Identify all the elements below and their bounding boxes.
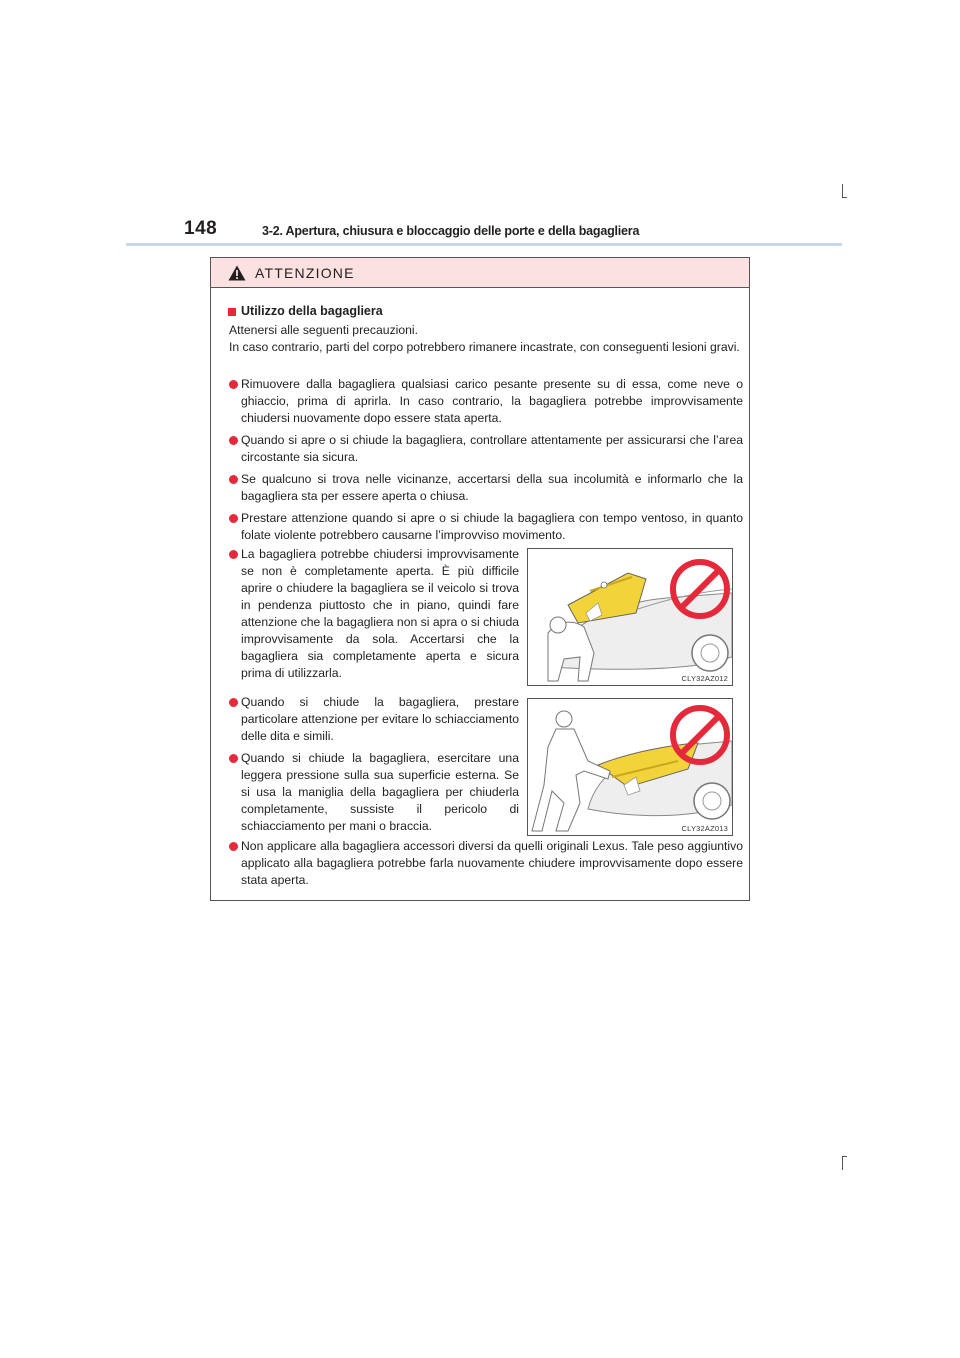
list-item — [229, 471, 743, 505]
bullet-text: Se qualcuno si trova nelle vicinanze, accertarsi della sua incolumità e informarlo che la bagagliera sta per essere aperta o chiusa. — [241, 472, 743, 503]
list-item — [229, 750, 519, 835]
header-rule — [126, 243, 842, 246]
crop-mark-top — [842, 184, 843, 198]
warning-header — [211, 258, 749, 288]
figure-code: CLY32AZ013 — [681, 824, 728, 833]
figure-code: CLY32AZ012 — [681, 674, 728, 683]
page-number: 148 — [184, 218, 218, 239]
bullet-dot-icon — [229, 754, 238, 763]
trunk-illustration-1 — [528, 549, 732, 685]
bullet-with-figure-1 — [229, 546, 519, 687]
trunk-illustration-2 — [528, 699, 732, 835]
bullet-text: Quando si apre o si chiude la bagagliera, controllare attentamente per assicurarsi che l’area circostante sia sicura. — [241, 433, 743, 464]
bullet-dot-icon — [229, 550, 238, 559]
bullet-text: Quando si chiude la bagagliera, esercitare una leggera pressione sulla sua superficie esterna. Se si usa la maniglia della bagagliera per chiuderla completamente, sussiste il pericolo di schiacciamento per mani o braccia. — [241, 751, 519, 833]
warning-box — [210, 257, 750, 901]
list-item — [229, 694, 519, 745]
figure-trunk-closing-suddenly — [527, 548, 733, 686]
warning-title: ATTENZIONE — [255, 264, 355, 281]
list-item — [229, 432, 743, 466]
bullet-dot-icon — [229, 436, 238, 445]
square-bullet-icon — [228, 308, 236, 316]
section-title-text: Utilizzo della bagagliera — [241, 304, 383, 318]
bullet-dot-icon — [229, 475, 238, 484]
bullet-list-bottom — [229, 838, 743, 894]
bullet-text: Non applicare alla bagagliera accessori diversi da quelli originali Lexus. Tale peso aggiuntivo applicato alla bagagliera potrebbe farla nuovamente chiudere improvvisamente dopo essere stata aperta. — [241, 839, 743, 887]
bullet-dot-icon — [229, 380, 238, 389]
bullet-text: Prestare attenzione quando si apre o si chiude la bagagliera con tempo ventoso, in quanto folate violente potrebbero causarne l’improvviso movimento. — [241, 511, 743, 542]
intro-line: Attenersi alle seguenti precauzioni. — [229, 323, 419, 337]
bullet-dot-icon — [229, 698, 238, 707]
bullet-list-top — [229, 376, 743, 549]
bullet-dot-icon — [229, 842, 238, 851]
intro-line: In caso contrario, parti del corpo potrebbero rimanere incastrate, con conseguenti lesioni gravi. — [229, 340, 740, 354]
bullet-text: La bagagliera potrebbe chiudersi improvvisamente se non è completamente aperta. È più difficile aprire o chiudere la bagagliera se il veicolo si trova in pendenza piuttosto che in piano, quindi fare attenzione che la bagagliera non si apra o si chiuda improvvisamente da sola. Accertarsi che la bagagliera sia completamente aperta e sicura prima di utilizzarla. — [241, 547, 519, 680]
intro-text — [229, 322, 745, 356]
figure-trunk-pinching — [527, 698, 733, 836]
warning-triangle-icon — [228, 265, 246, 281]
bullet-text: Quando si chiude la bagagliera, prestare particolare attenzione per evitare lo schiacciamento delle dita e simili. — [241, 695, 519, 743]
bullet-text: Rimuovere dalla bagagliera qualsiasi carico pesante presente su di essa, come neve o ghiaccio, prima di aprirla. In caso contrario, la bagagliera potrebbe improvvisamente chiudersi nuovamente dopo essere stata aperta. — [241, 377, 743, 425]
crop-mark-bottom — [842, 1156, 843, 1170]
list-item — [229, 546, 519, 682]
bullet-dot-icon — [229, 514, 238, 523]
list-item — [229, 376, 743, 427]
bullets-with-figure-2 — [229, 694, 519, 840]
section-title — [228, 303, 383, 320]
list-item — [229, 838, 743, 889]
list-item — [229, 510, 743, 544]
running-header: 3-2. Apertura, chiusura e bloccaggio delle porte e della bagagliera — [262, 224, 640, 238]
